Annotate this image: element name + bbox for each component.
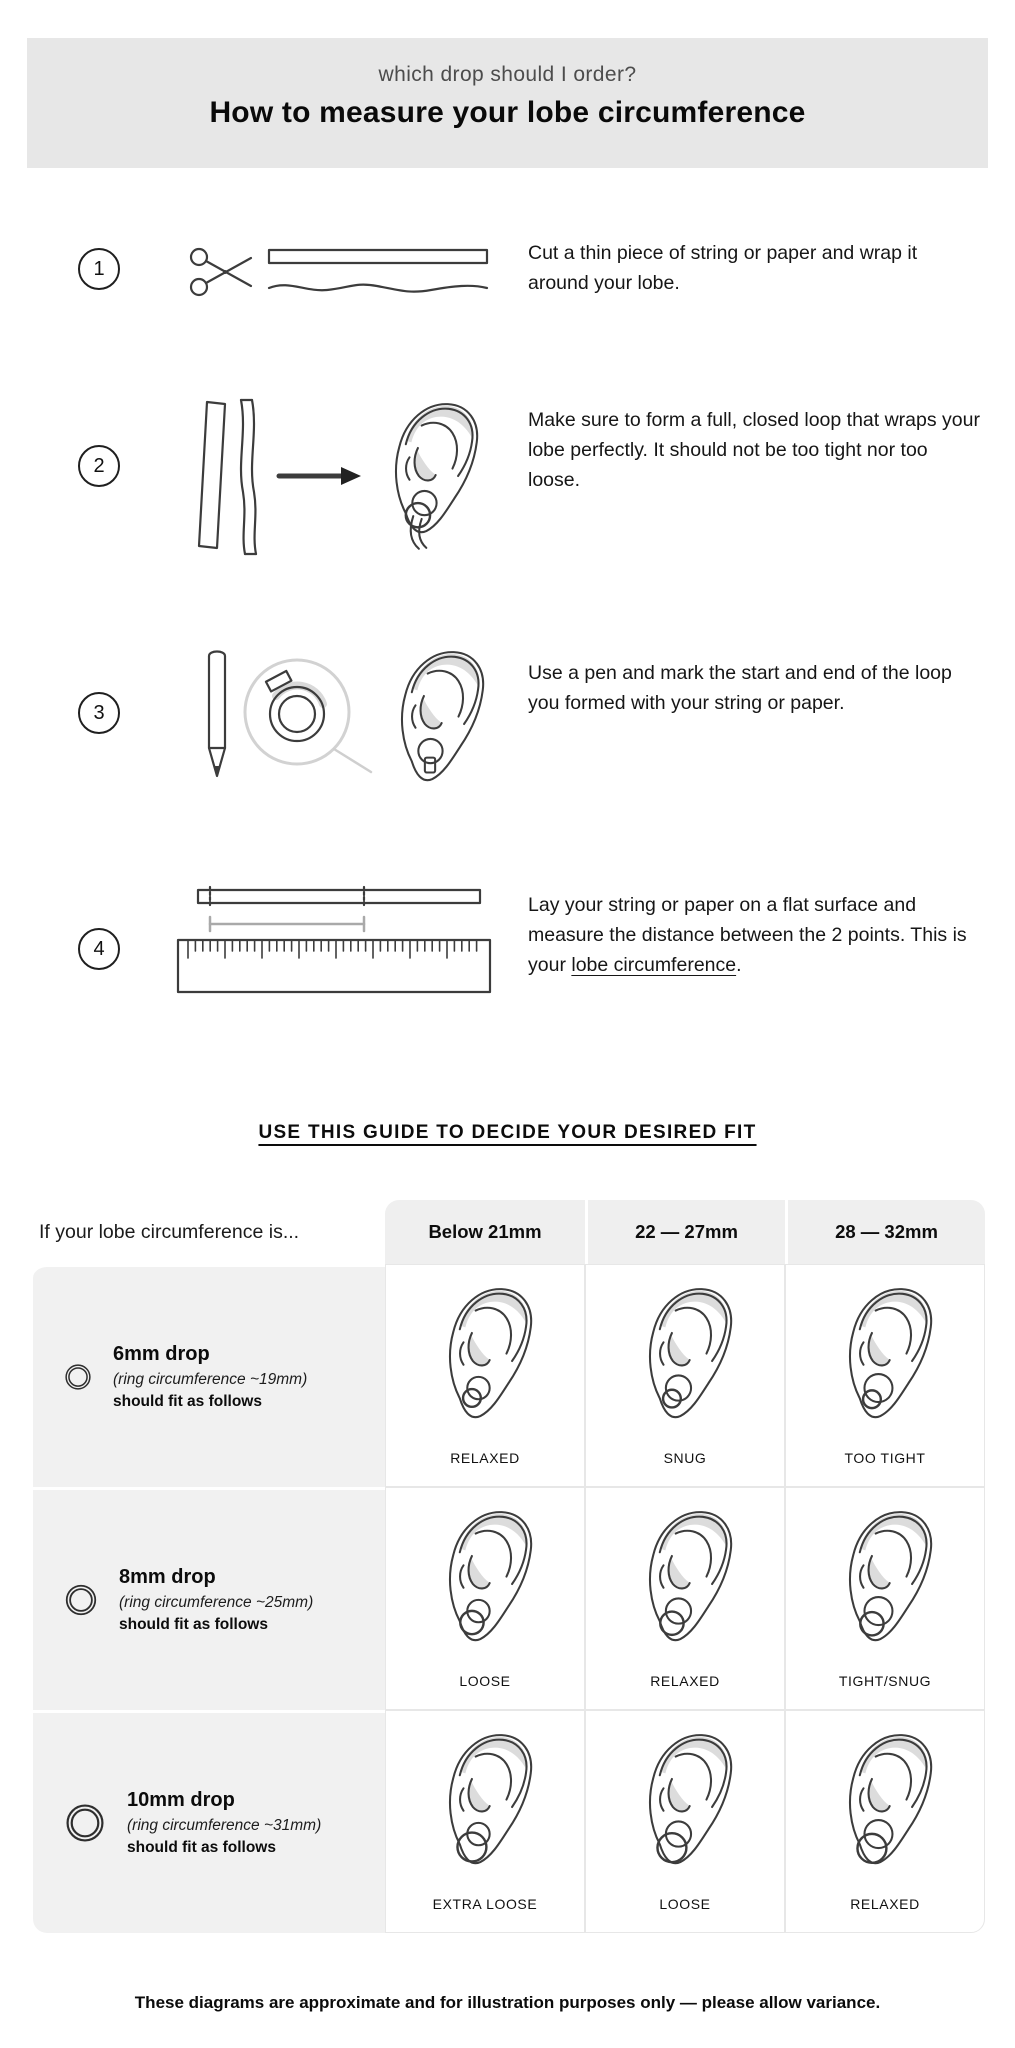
ear-with-hoop-icon <box>829 1500 941 1659</box>
fit-note: should fit as follows <box>127 1839 276 1856</box>
hoop-ring-icon <box>63 1362 93 1392</box>
row-label-text <box>127 1789 321 1857</box>
step-4-text <box>528 890 983 981</box>
row-label-8mm-drop <box>33 1487 385 1710</box>
column-header-28-32mm: 28 — 32mm <box>785 1200 985 1264</box>
step-2-number-badge: 2 <box>78 445 120 487</box>
ear-with-hoop-icon <box>629 1723 741 1882</box>
fit-cell-6mm-22-27 <box>585 1264 785 1487</box>
ear-with-hoop-icon <box>429 1723 541 1882</box>
ear-with-hoop-icon <box>629 1500 741 1659</box>
fit-label: TOO TIGHT <box>844 1450 926 1466</box>
step-4-text-before: Lay your string or paper on a flat surface and measure the distance between the 2 points. This is your <box>528 894 967 977</box>
ear-with-hoop-icon <box>829 1723 941 1882</box>
ear-with-hoop-icon <box>429 1500 541 1659</box>
lobe-circumference-underline: lobe circumference <box>571 954 737 977</box>
pencil-and-magnifier <box>195 640 373 812</box>
ear-with-hoop-icon <box>429 1277 541 1436</box>
measure-illustration <box>150 884 500 996</box>
fit-cell-6mm-28-32 <box>785 1264 985 1487</box>
ear-with-hoop-icon <box>829 1723 941 1882</box>
ear-with-hoop-icon <box>381 640 493 799</box>
drop-title: 6mm drop <box>113 1343 210 1365</box>
step-4-illustration <box>150 884 500 996</box>
fit-cell-8mm-below21 <box>385 1487 585 1710</box>
magnifier-loop-icon <box>245 660 371 772</box>
fit-cell-10mm-22-27 <box>585 1710 785 1933</box>
fit-label: RELAXED <box>450 1450 520 1466</box>
step-3-text: Use a pen and mark the start and end of the loop you formed with your string or paper. <box>528 662 952 715</box>
ear-with-hoop-icon <box>629 1500 741 1659</box>
paper-strip-icon <box>269 250 487 263</box>
marked-strip-icon <box>198 887 480 906</box>
scissors-icon <box>191 249 251 295</box>
ear-with-loop-icon <box>375 392 487 551</box>
ear-with-hoop-icon <box>429 1277 541 1436</box>
fit-label: EXTRA LOOSE <box>432 1896 538 1912</box>
ear-with-hoop-icon <box>829 1277 941 1436</box>
string-icon <box>269 285 487 292</box>
drop-title: 8mm drop <box>119 1566 216 1588</box>
fit-label: RELAXED <box>650 1673 720 1689</box>
step-3-illustration <box>195 640 493 812</box>
arrow-right-icon <box>279 467 361 485</box>
ring-note: (ring circumference ~19mm) <box>113 1371 308 1388</box>
string-icon <box>241 400 256 554</box>
fit-cell-6mm-below21 <box>385 1264 585 1487</box>
step-1-number-badge: 1 <box>78 248 120 290</box>
measure-bracket-icon <box>210 917 364 931</box>
ear-with-hoop-icon <box>429 1500 541 1659</box>
disclaimer: These diagrams are approximate and for illustration purposes only — please allow variance. <box>134 1993 881 2012</box>
ear-with-hoop-icon <box>629 1723 741 1882</box>
row-label-6mm-drop <box>33 1264 385 1487</box>
fit-label: LOOSE <box>659 1896 711 1912</box>
ear-with-hoop-icon <box>629 1277 741 1436</box>
ruler-icon <box>178 940 490 992</box>
ring-note: (ring circumference ~31mm) <box>127 1817 322 1834</box>
hoop-ring-icon <box>63 1801 107 1845</box>
ear-with-hoop-icon <box>829 1500 941 1659</box>
fit-label: RELAXED <box>850 1896 920 1912</box>
masthead <box>27 38 988 168</box>
ear-with-hoop-icon <box>429 1723 541 1882</box>
fit-cell-10mm-below21 <box>385 1710 585 1933</box>
ear-with-mark-icon <box>381 640 493 799</box>
fit-label: LOOSE <box>459 1673 511 1689</box>
fit-note: should fit as follows <box>119 1616 268 1633</box>
fit-note: should fit as follows <box>113 1393 262 1410</box>
pencil-icon <box>209 652 225 777</box>
step-4-text-after: . <box>736 954 742 977</box>
ear-with-hoop-icon <box>829 1277 941 1436</box>
step-2-text: Make sure to form a full, closed loop that wraps your lobe perfectly. It should not be too tight nor too loose. <box>528 409 980 492</box>
row-label-10mm-drop <box>33 1710 385 1933</box>
step-1-illustration <box>185 242 495 304</box>
step-3-number-badge: 3 <box>78 692 120 734</box>
masthead-subtitle: which drop should I order? <box>378 63 637 86</box>
fit-label: SNUG <box>663 1450 707 1466</box>
hoop-ring-icon <box>63 1582 99 1618</box>
fit-label: TIGHT/SNUG <box>838 1673 932 1689</box>
paper-strip-icon <box>199 402 225 548</box>
column-header-22-27mm: 22 — 27mm <box>585 1200 785 1264</box>
column-header-below-21mm: Below 21mm <box>385 1200 585 1264</box>
row-label-text <box>113 1343 307 1411</box>
fit-cell-10mm-28-32 <box>785 1710 985 1933</box>
strips-and-arrow <box>195 392 367 564</box>
row-label-text <box>119 1566 313 1634</box>
ring-note: (ring circumference ~25mm) <box>119 1594 314 1611</box>
step-2-illustration <box>195 392 487 564</box>
table-corner-label: If your lobe circumference is... <box>33 1200 385 1264</box>
cut-string-illustration <box>185 242 495 304</box>
ear-with-hoop-icon <box>629 1277 741 1436</box>
fit-cell-8mm-28-32 <box>785 1487 985 1710</box>
step-1-text: Cut a thin piece of string or paper and wrap it around your lobe. <box>528 242 918 295</box>
fit-guide-table <box>33 1200 985 1933</box>
ear-with-hoop-icon <box>375 392 487 551</box>
drop-title: 10mm drop <box>127 1789 235 1811</box>
fit-cell-8mm-22-27 <box>585 1487 785 1710</box>
guide-heading: USE THIS GUIDE TO DECIDE YOUR DESIRED FIT <box>258 1122 757 1143</box>
page-title: How to measure your lobe circumference <box>209 96 806 129</box>
step-4-number-badge: 4 <box>78 928 120 970</box>
